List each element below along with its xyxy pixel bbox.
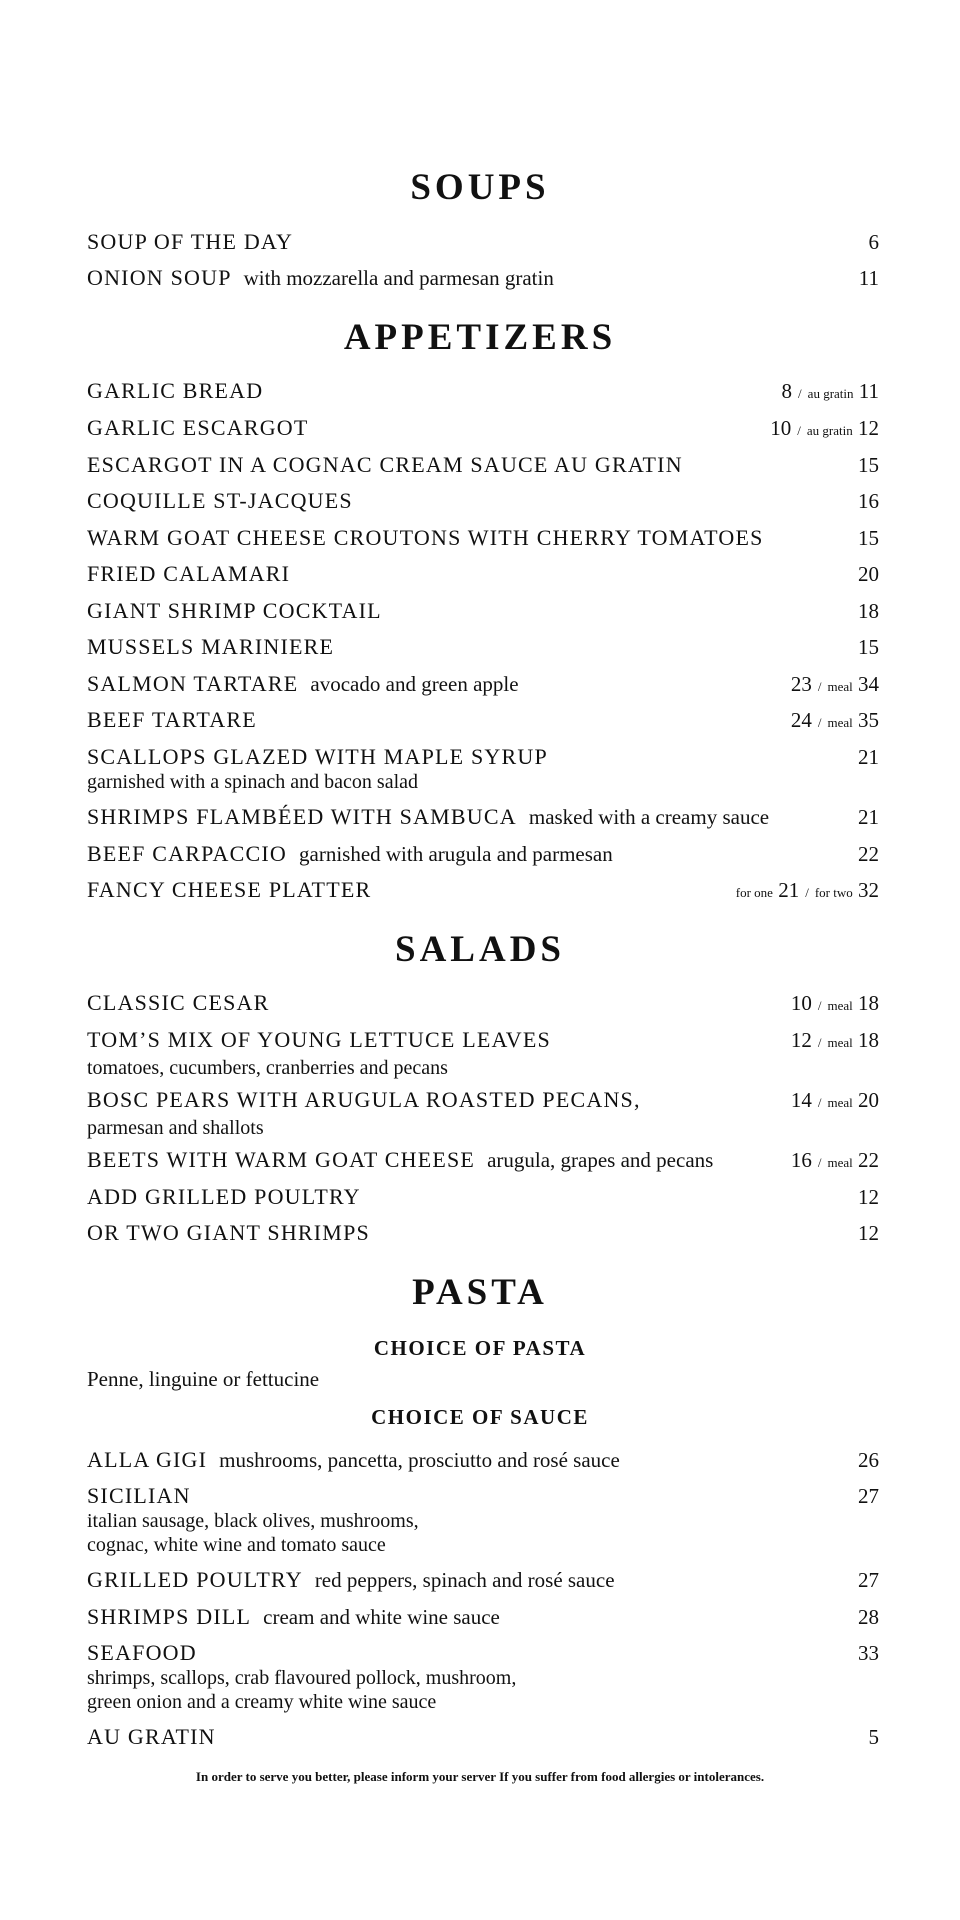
item-name: SHRIMPS FLAMBÉED WITH SAMBUCA xyxy=(87,804,517,829)
item-description: with mozzarella and parmesan gratin xyxy=(243,266,554,290)
price-option-a: 8 xyxy=(781,379,793,403)
item-name: BOSC PEARS WITH ARUGULA ROASTED PECANS, xyxy=(87,1087,641,1112)
item-price xyxy=(791,990,879,1019)
item-price xyxy=(770,415,879,444)
item-price: 15 xyxy=(858,635,879,659)
price-option-b: 18 xyxy=(858,1028,879,1052)
price-separator: / xyxy=(817,715,822,730)
item-name: SHRIMPS DILL xyxy=(87,1604,252,1629)
item-name: SCALLOPS GLAZED WITH MAPLE SYRUP xyxy=(87,744,548,769)
menu-item xyxy=(87,378,879,407)
item-name: CLASSIC CESAR xyxy=(87,990,270,1015)
item-name: COQUILLE ST-JACQUES xyxy=(87,488,353,513)
price-option-a: 24 xyxy=(790,708,812,732)
item-name: SALMON TARTARE xyxy=(87,671,299,696)
item-price xyxy=(791,1087,879,1116)
price-option-a: 10 xyxy=(790,991,812,1015)
menu-item xyxy=(87,229,879,255)
price-separator: / xyxy=(817,1035,822,1050)
menu-item xyxy=(87,1447,879,1473)
menu-item xyxy=(87,1567,879,1593)
item-description: tomatoes, cucumbers, cranberries and pecans xyxy=(87,1057,448,1079)
item-price: 12 xyxy=(858,1185,879,1209)
item-description: masked with a creamy sauce xyxy=(528,805,770,829)
item-description: shrimps, scallops, crab flavoured pollock, mushroom, xyxy=(87,1667,517,1689)
item-description: green onion and a creamy white wine sauce xyxy=(87,1691,437,1713)
item-name: ALLA GIGI xyxy=(87,1447,208,1472)
item-name: GIANT SHRIMP COCKTAIL xyxy=(87,598,382,623)
item-price xyxy=(782,378,879,407)
item-description: garnished with a spinach and bacon salad xyxy=(87,771,419,793)
section-title-pasta: PASTA xyxy=(412,1272,548,1313)
menu-item xyxy=(87,1724,879,1750)
menu-item xyxy=(87,744,879,794)
price-option-b: 34 xyxy=(858,672,879,696)
item-name: ESCARGOT IN A COGNAC CREAM SAUCE AU GRATIN xyxy=(87,452,683,477)
price-option-label: meal xyxy=(827,679,853,694)
item-price: 27 xyxy=(858,1484,879,1508)
menu-item xyxy=(87,415,879,444)
section-title-soups: SOUPS xyxy=(410,167,550,208)
item-name: TOM’S MIX OF YOUNG LETTUCE LEAVES xyxy=(87,1027,551,1052)
section-title-appetizers: APPETIZERS xyxy=(343,317,617,358)
item-price: 26 xyxy=(858,1448,879,1472)
menu-item xyxy=(87,877,879,906)
price-option-b: 20 xyxy=(858,1088,879,1112)
price-separator: / xyxy=(817,679,822,694)
item-price: 21 xyxy=(858,745,879,769)
menu-item xyxy=(87,841,879,867)
menu-item xyxy=(87,671,879,700)
menu-item xyxy=(87,561,879,587)
price-option-label: meal xyxy=(827,1095,853,1110)
menu-item xyxy=(87,707,879,736)
item-description: cognac, white wine and tomato sauce xyxy=(87,1534,386,1556)
price-separator: / xyxy=(805,885,809,900)
price-separator: / xyxy=(797,423,801,438)
menu-item xyxy=(87,1147,879,1176)
item-name: SEAFOOD xyxy=(87,1640,197,1665)
item-price: 28 xyxy=(858,1605,879,1629)
item-description: parmesan and shallots xyxy=(87,1117,264,1139)
item-name: SOUP OF THE DAY xyxy=(87,229,294,254)
item-description: garnished with arugula and parmesan xyxy=(299,842,613,866)
item-price: 21 xyxy=(858,805,879,829)
menu-item xyxy=(87,1087,879,1140)
item-price xyxy=(791,671,879,700)
item-price: 16 xyxy=(858,489,879,513)
price-option-label: for one xyxy=(735,885,773,900)
item-price xyxy=(791,707,879,736)
item-price: 12 xyxy=(858,1221,879,1245)
menu-item xyxy=(87,990,879,1019)
price-separator: / xyxy=(817,998,822,1013)
item-description: red peppers, spinach and rosé sauce xyxy=(314,1568,615,1592)
price-separator: / xyxy=(798,386,802,401)
item-price xyxy=(736,877,879,906)
item-name: MUSSELS MARINIERE xyxy=(87,634,335,659)
menu-item xyxy=(87,1604,879,1630)
menu-item xyxy=(87,488,879,514)
menu-item xyxy=(87,1640,879,1714)
menu-item xyxy=(87,598,879,624)
item-name: ADD GRILLED POULTRY xyxy=(87,1184,361,1209)
price-option-b: 12 xyxy=(858,416,879,440)
price-separator: / xyxy=(817,1095,822,1110)
price-option-label: au gratin xyxy=(806,423,853,438)
item-price xyxy=(791,1027,879,1056)
subsection-title-choice-of-pasta: CHOICE OF PASTA xyxy=(373,1336,587,1360)
item-name: FRIED CALAMARI xyxy=(87,561,291,586)
item-name: GARLIC ESCARGOT xyxy=(87,415,309,440)
price-option-a: 14 xyxy=(790,1088,812,1112)
menu-item xyxy=(87,1184,879,1210)
item-name: BEETS WITH WARM GOAT CHEESE xyxy=(87,1147,476,1172)
section-title-salads: SALADS xyxy=(395,929,565,970)
price-option-b: 18 xyxy=(858,991,879,1015)
item-price: 5 xyxy=(868,1725,879,1749)
item-name: SICILIAN xyxy=(87,1483,191,1508)
allergy-notice: In order to serve you better, please inform your server If you suffer from food allergies or intolerances. xyxy=(195,1769,765,1784)
menu-item xyxy=(87,804,879,830)
item-price: 20 xyxy=(858,562,879,586)
price-option-label: meal xyxy=(827,1155,853,1170)
menu-item xyxy=(87,1027,879,1080)
menu-item xyxy=(87,525,879,551)
item-price: 18 xyxy=(858,599,879,623)
item-description: italian sausage, black olives, mushrooms, xyxy=(87,1510,419,1532)
price-option-a: 12 xyxy=(790,1028,812,1052)
item-name: GARLIC BREAD xyxy=(87,378,264,403)
menu-item xyxy=(87,265,879,291)
price-option-label: meal xyxy=(827,715,853,730)
price-option-label: for two xyxy=(814,885,853,900)
item-price: 22 xyxy=(858,842,879,866)
menu-item xyxy=(87,1220,879,1246)
item-price: 6 xyxy=(868,230,879,254)
item-name: WARM GOAT CHEESE CROUTONS WITH CHERRY TOMATOES xyxy=(87,525,764,550)
menu-item xyxy=(87,452,879,478)
menu-item xyxy=(87,1483,879,1557)
item-name: FANCY CHEESE PLATTER xyxy=(87,877,372,902)
item-description: cream and white wine sauce xyxy=(263,1605,500,1629)
price-option-label: au gratin xyxy=(807,386,854,401)
price-option-a: 23 xyxy=(790,672,812,696)
item-name: OR TWO GIANT SHRIMPS xyxy=(87,1220,370,1245)
price-separator: / xyxy=(817,1155,822,1170)
item-price: 15 xyxy=(858,453,879,477)
item-name: AU GRATIN xyxy=(87,1724,216,1749)
price-option-a: 21 xyxy=(778,878,800,902)
price-option-b: 11 xyxy=(858,379,879,403)
item-price xyxy=(791,1147,879,1176)
subsection-title-choice-of-sauce: CHOICE OF SAUCE xyxy=(371,1405,589,1429)
item-name: GRILLED POULTRY xyxy=(87,1567,303,1592)
item-price: 27 xyxy=(858,1568,879,1592)
price-option-b: 22 xyxy=(858,1148,879,1172)
price-option-a: 16 xyxy=(790,1148,812,1172)
item-description: arugula, grapes and pecans xyxy=(487,1148,714,1172)
price-option-a: 10 xyxy=(770,416,792,440)
item-description: mushrooms, pancetta, prosciutto and rosé sauce xyxy=(219,1448,620,1472)
pasta-choices: Penne, linguine or fettucine xyxy=(87,1367,320,1391)
item-name: ONION SOUP xyxy=(87,265,232,290)
price-option-b: 35 xyxy=(858,708,879,732)
item-price: 33 xyxy=(858,1641,879,1665)
menu-item xyxy=(87,634,879,660)
item-name: BEEF TARTARE xyxy=(87,707,257,732)
item-description: avocado and green apple xyxy=(310,672,519,696)
item-price: 15 xyxy=(858,526,879,550)
price-option-b: 32 xyxy=(858,878,879,902)
item-price: 11 xyxy=(858,266,879,290)
item-name: BEEF CARPACCIO xyxy=(87,841,287,866)
price-option-label: meal xyxy=(827,998,853,1013)
price-option-label: meal xyxy=(827,1035,853,1050)
